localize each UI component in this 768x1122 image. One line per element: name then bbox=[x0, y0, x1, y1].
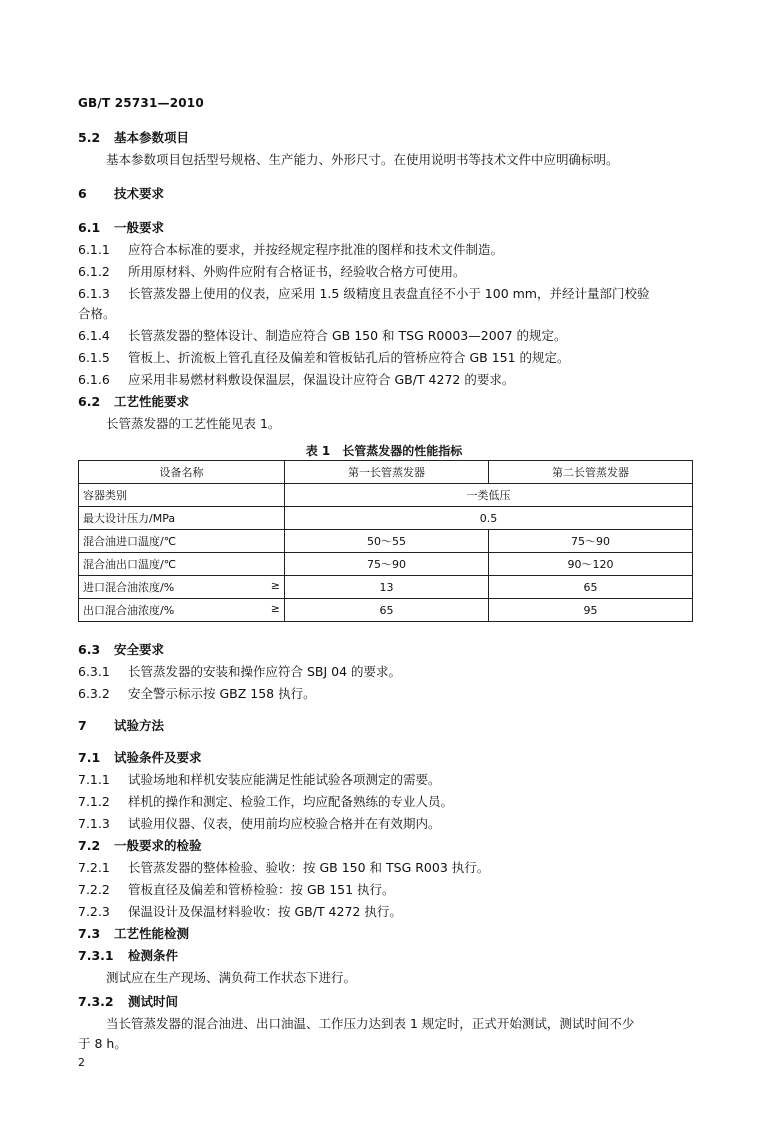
clause-6-1-3-cont: 合格。 bbox=[78, 306, 116, 321]
merged-value: 一类低压 bbox=[285, 484, 693, 507]
table-header-cell: 第二长管蒸发器 bbox=[489, 461, 693, 484]
clause-7-3-2-cont: 于 8 h。 bbox=[78, 1036, 127, 1051]
table-header-cell: 第一长管蒸发器 bbox=[285, 461, 489, 484]
row-label: 容器类别 bbox=[79, 484, 285, 507]
section-7-1-heading: 7.1 试验条件及要求 bbox=[78, 750, 202, 765]
section-6-1-heading: 6.1 一般要求 bbox=[78, 220, 165, 235]
clause-7-3-1-text: 测试应在生产现场、满负荷工作状态下进行。 bbox=[106, 970, 357, 985]
performance-table bbox=[78, 460, 693, 622]
section-5-2-heading: 5.2 基本参数项目 bbox=[78, 130, 190, 145]
clause-6-1-3: 6.1.3 长管蒸发器上使用的仪表，应采用 1.5 级精度且表盘直径不小于 100 mm，并经计量部门校验 bbox=[78, 286, 650, 301]
table-row bbox=[79, 576, 693, 599]
row-label: 混合油进口温度/℃ bbox=[79, 530, 285, 553]
clause-7-3-2-text: 当长管蒸发器的混合油进、出口油温、工作压力达到表 1 规定时，正式开始测试，测试时间不少 bbox=[106, 1016, 635, 1031]
clause-6-1-5: 6.1.5 管板上、折流板上管孔直径及偏差和管板钻孔后的管桥应符合 GB 151 的规定。 bbox=[78, 350, 570, 365]
row-label: 出口混合油浓度/% ≥ bbox=[79, 599, 285, 622]
section-7-2-heading: 7.2 一般要求的检验 bbox=[78, 838, 202, 853]
clause-7-3-1-heading: 7.3.1 检测条件 bbox=[78, 948, 179, 963]
value-first: 65 bbox=[285, 599, 489, 622]
row-label: 进口混合油浓度/% ≥ bbox=[79, 576, 285, 599]
standard-code-header: GB/T 25731—2010 bbox=[78, 96, 204, 110]
clause-6-1-1: 6.1.1 应符合本标准的要求，并按经规定程序批准的图样和技术文件制造。 bbox=[78, 242, 504, 257]
ge-symbol: ≥ bbox=[270, 579, 280, 592]
clause-6-3-2: 6.3.2 安全警示标示按 GBZ 158 执行。 bbox=[78, 686, 316, 701]
merged-value: 0.5 bbox=[285, 507, 693, 530]
section-7-3-heading: 7.3 工艺性能检测 bbox=[78, 926, 190, 941]
clause-7-3-2-heading: 7.3.2 测试时间 bbox=[78, 994, 179, 1009]
value-second: 65 bbox=[489, 576, 693, 599]
value-second: 75～90 bbox=[489, 530, 693, 553]
section-6-heading: 6 技术要求 bbox=[78, 186, 165, 201]
table-row bbox=[79, 553, 693, 576]
section-6-2-text: 长管蒸发器的工艺性能见表 1。 bbox=[106, 416, 281, 431]
value-second: 95 bbox=[489, 599, 693, 622]
table-header-cell: 设备名称 bbox=[79, 461, 285, 484]
clause-7-1-3: 7.1.3 试验用仪器、仪表，使用前均应校验合格并在有效期内。 bbox=[78, 816, 441, 831]
clause-6-1-4: 6.1.4 长管蒸发器的整体设计、制造应符合 GB 150 和 TSG R0003—2007 的规定。 bbox=[78, 328, 567, 343]
value-first: 75～90 bbox=[285, 553, 489, 576]
row-label: 混合油出口温度/℃ bbox=[79, 553, 285, 576]
clause-7-2-2: 7.2.2 管板直径及偏差和管桥检验：按 GB 151 执行。 bbox=[78, 882, 395, 897]
table-row bbox=[79, 507, 693, 530]
row-label: 最大设计压力/MPa bbox=[79, 507, 285, 530]
table-row bbox=[79, 599, 693, 622]
section-6-3-heading: 6.3 安全要求 bbox=[78, 642, 165, 657]
table-header-row bbox=[79, 461, 693, 484]
clause-6-1-6: 6.1.6 应采用非易燃材料敷设保温层，保温设计应符合 GB/T 4272 的要求。 bbox=[78, 372, 515, 387]
section-7-heading: 7 试验方法 bbox=[78, 718, 165, 733]
page-number: 2 bbox=[78, 1056, 85, 1069]
clause-7-1-2: 7.1.2 样机的操作和测定、检验工作，均应配备熟练的专业人员。 bbox=[78, 794, 454, 809]
section-6-2-heading: 6.2 工艺性能要求 bbox=[78, 394, 190, 409]
clause-6-1-2: 6.1.2 所用原材料、外购件应附有合格证书，经验收合格方可使用。 bbox=[78, 264, 466, 279]
value-second: 90～120 bbox=[489, 553, 693, 576]
table-caption: 表 1 长管蒸发器的性能指标 bbox=[305, 444, 463, 458]
clause-7-2-1: 7.2.1 长管蒸发器的整体检验、验收：按 GB 150 和 TSG R003 执行。 bbox=[78, 860, 490, 875]
table-row bbox=[79, 484, 693, 507]
value-first: 50～55 bbox=[285, 530, 489, 553]
table-row bbox=[79, 530, 693, 553]
ge-symbol: ≥ bbox=[270, 602, 280, 615]
clause-7-1-1: 7.1.1 试验场地和样机安装应能满足性能试验各项测定的需要。 bbox=[78, 772, 441, 787]
clause-7-2-3: 7.2.3 保温设计及保温材料验收：按 GB/T 4272 执行。 bbox=[78, 904, 402, 919]
clause-6-3-1: 6.3.1 长管蒸发器的安装和操作应符合 SBJ 04 的要求。 bbox=[78, 664, 402, 679]
section-5-2-text: 基本参数项目包括型号规格、生产能力、外形尺寸。在使用说明书等技术文件中应明确标明。 bbox=[106, 152, 619, 167]
value-first: 13 bbox=[285, 576, 489, 599]
